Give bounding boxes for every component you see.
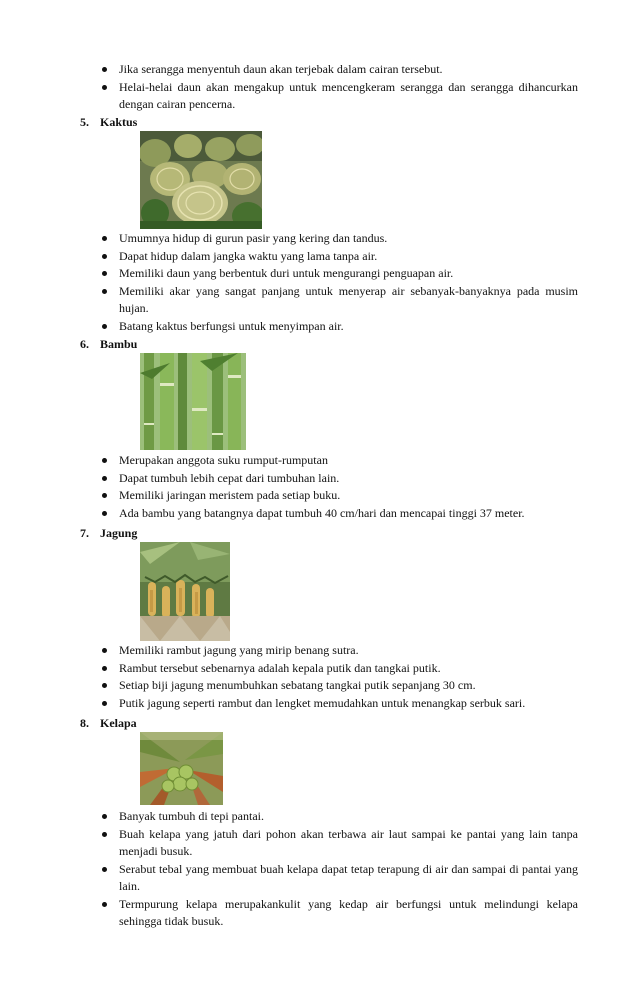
list-item: Dapat tumbuh lebih cepat dari tumbuhan lain. xyxy=(97,470,578,488)
list-item: Serabut tebal yang membuat buah kelapa dapat tetap terapung di air dan sampai di pantai yang lain. xyxy=(97,861,578,896)
bamboo-image xyxy=(140,353,246,450)
list-item: Memiliki rambut jagung yang mirip benang sutra. xyxy=(97,642,578,660)
list-item: Dapat hidup dalam jangka waktu yang lama tanpa air. xyxy=(97,248,578,266)
list-item: Putik jagung seperti rambut dan lengket memudahkan untuk menangkap serbuk sari. xyxy=(97,695,578,713)
bamboo-photo xyxy=(140,353,246,450)
list-item: Batang kaktus berfungsi untuk menyimpan air. xyxy=(97,318,578,336)
section-heading-kaktus xyxy=(80,114,137,130)
list-item: Memiliki daun yang berbentuk duri untuk mengurangi penguapan air. xyxy=(97,265,578,283)
cactus-photo xyxy=(140,131,262,229)
bambu-bullet-list xyxy=(97,452,578,522)
kelapa-bullet-list xyxy=(97,808,578,931)
section-title: Bambu xyxy=(100,337,138,351)
list-item: Termpurung kelapa merupakankulit yang kedap air berfungsi untuk melindungi kelapa sehingga tidak busuk. xyxy=(97,896,578,931)
section-number: 6. xyxy=(80,337,89,351)
list-item: Helai-helai daun akan mengakup untuk mencengkeram serangga dan serangga dihancurkan dengan cairan pencerna. xyxy=(97,79,578,114)
cactus-image xyxy=(140,131,262,229)
section-heading-bambu xyxy=(80,336,137,352)
coconut-image xyxy=(140,732,223,805)
section-number: 8. xyxy=(80,716,89,730)
kaktus-bullet-list xyxy=(97,230,578,335)
section-title: Jagung xyxy=(100,526,138,540)
list-item: Merupakan anggota suku rumput-rumputan xyxy=(97,452,578,470)
section-heading-kelapa xyxy=(80,715,137,731)
corn-image xyxy=(140,542,230,641)
list-item: Ada bambu yang batangnya dapat tumbuh 40 cm/hari dan mencapai tinggi 37 meter. xyxy=(97,505,578,523)
section-heading-jagung xyxy=(80,525,137,541)
section-number: 7. xyxy=(80,526,89,540)
section-title: Kelapa xyxy=(100,716,137,730)
list-item: Memiliki akar yang sangat panjang untuk menyerap air sebanyak-banyaknya pada musim hujan. xyxy=(97,283,578,318)
list-item: Jika serangga menyentuh daun akan terjebak dalam cairan tersebut. xyxy=(97,61,578,79)
corn-photo xyxy=(140,542,230,641)
section-title: Kaktus xyxy=(100,115,138,129)
jagung-bullet-list xyxy=(97,642,578,712)
list-item: Umumnya hidup di gurun pasir yang kering dan tandus. xyxy=(97,230,578,248)
list-item: Rambut tersebut sebenarnya adalah kepala putik dan tangkai putik. xyxy=(97,660,578,678)
intro-bullet-list xyxy=(97,61,578,114)
list-item: Buah kelapa yang jatuh dari pohon akan terbawa air laut sampai ke pantai yang lain tanpa menjadi busuk. xyxy=(97,826,578,861)
list-item: Memiliki jaringan meristem pada setiap buku. xyxy=(97,487,578,505)
list-item: Banyak tumbuh di tepi pantai. xyxy=(97,808,578,826)
list-item: Setiap biji jagung menumbuhkan sebatang tangkai putik sepanjang 30 cm. xyxy=(97,677,578,695)
coconut-photo xyxy=(140,732,223,805)
section-number: 5. xyxy=(80,115,89,129)
